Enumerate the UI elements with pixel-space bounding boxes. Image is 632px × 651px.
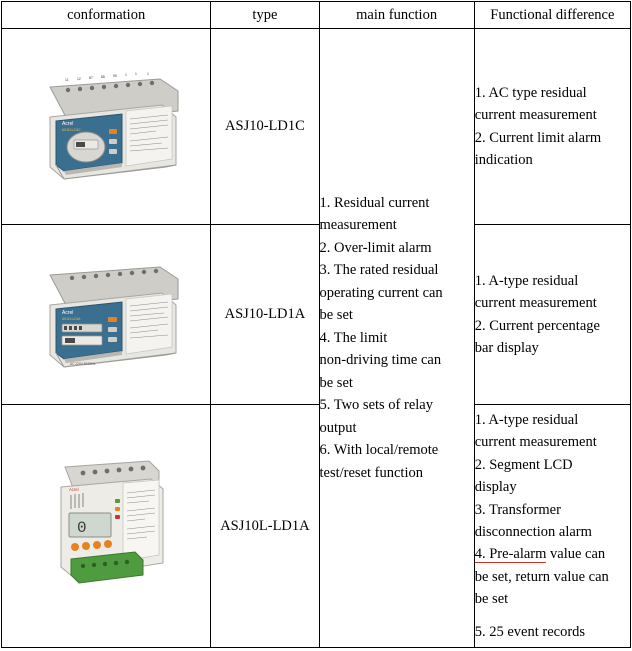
difference-line: be set [474,591,509,608]
difference-line: be set, return value can [474,568,609,585]
svg-text:11: 11 [65,77,69,82]
difference-line: bar display [474,339,539,356]
difference-line: 5. 25 event records [474,623,586,640]
table-body [2,29,631,648]
asj10l-ld1a-device-photo [31,451,181,601]
spec-table-page [0,1,632,651]
svg-text:ASJ10-LD1A: ASJ10-LD1A [62,316,81,321]
table-header [2,2,631,29]
difference-line: 2. Segment LCD [474,456,573,473]
svg-text:Acrel: Acrel [62,120,74,127]
main-function-line: operating current can [319,284,443,301]
main-function-line: 4. The limit [319,329,388,346]
difference-line: indication [474,151,533,168]
device-type-ld1c: ASJ10-LD1C [211,29,319,225]
device-type-ld1a: ASJ10-LD1A [211,225,319,405]
svg-text:AC 220V 50/60Hz: AC 220V 50/60Hz [70,361,96,366]
main-function-cell [319,29,474,648]
svg-text:88: 88 [101,74,105,79]
difference-line: disconnection alarm [474,524,592,540]
functional-difference-ld1a [474,225,630,405]
table-row [2,405,631,648]
device-type-l-ld1a: ASJ10L-LD1A [211,405,319,648]
difference-line: current measurement [474,107,597,124]
table-row [2,29,631,225]
device-image-cell-ld1a [2,225,211,405]
main-function-line: 3. The rated residual [319,262,439,279]
svg-text:1: 1 [147,71,150,76]
main-function-line: 1. Residual current [319,194,430,211]
difference-line: 1. A-type residual [474,272,579,289]
svg-text:87: 87 [89,75,93,80]
main-function-line: 2. Over-limit alarm [319,239,432,256]
svg-text:ASJ10-LD1C: ASJ10-LD1C [62,127,81,132]
main-function-line: be set [319,307,353,324]
difference-line-rest: value can [546,546,606,563]
difference-line: display [474,479,517,496]
functional-difference-l-ld1a [474,405,630,648]
table-header-row [2,2,631,29]
table-row [2,225,631,405]
difference-line: 3. Transformer [474,501,561,518]
difference-line: 4. Pre-alarm value can [474,546,606,563]
column-header-conformation: conformation [2,2,211,29]
difference-line: 2. Current percentage [474,317,600,334]
device-image-cell-l-ld1a [2,405,211,648]
svg-text:1: 1 [125,72,128,77]
main-function-line: be set [319,374,353,391]
asj10-ld1a-device-photo [26,255,186,375]
difference-line: 1. A-type residual [474,411,579,428]
asj10-ld1c-device-photo [26,67,186,187]
column-header-functional-difference: Functional difference [474,2,630,29]
main-function-line: 6. With local/remote [319,442,439,459]
svg-text:95: 95 [113,73,117,78]
functional-difference-ld1c [474,29,630,225]
svg-text:Acrel: Acrel [69,487,79,492]
product-comparison-table [1,1,631,648]
svg-text:1: 1 [135,71,138,76]
svg-text:0: 0 [77,519,87,537]
main-function-line: 5. Two sets of relay [319,397,433,414]
device-image-cell-ld1c [2,29,211,225]
main-function-line: output [319,419,357,436]
column-header-type: type [211,2,319,29]
main-function-line: measurement [319,217,397,234]
main-function-line: non-driving time can [319,352,442,369]
difference-line: current measurement [474,434,597,451]
difference-line: current measurement [474,295,597,312]
svg-text:Acrel: Acrel [62,309,74,316]
main-function-line: test/reset function [319,464,423,481]
svg-text:12: 12 [77,76,81,81]
column-header-main-function: main function [319,2,474,29]
difference-line: 2. Current limit alarm [474,129,602,146]
difference-line: 1. AC type residual [474,84,587,101]
